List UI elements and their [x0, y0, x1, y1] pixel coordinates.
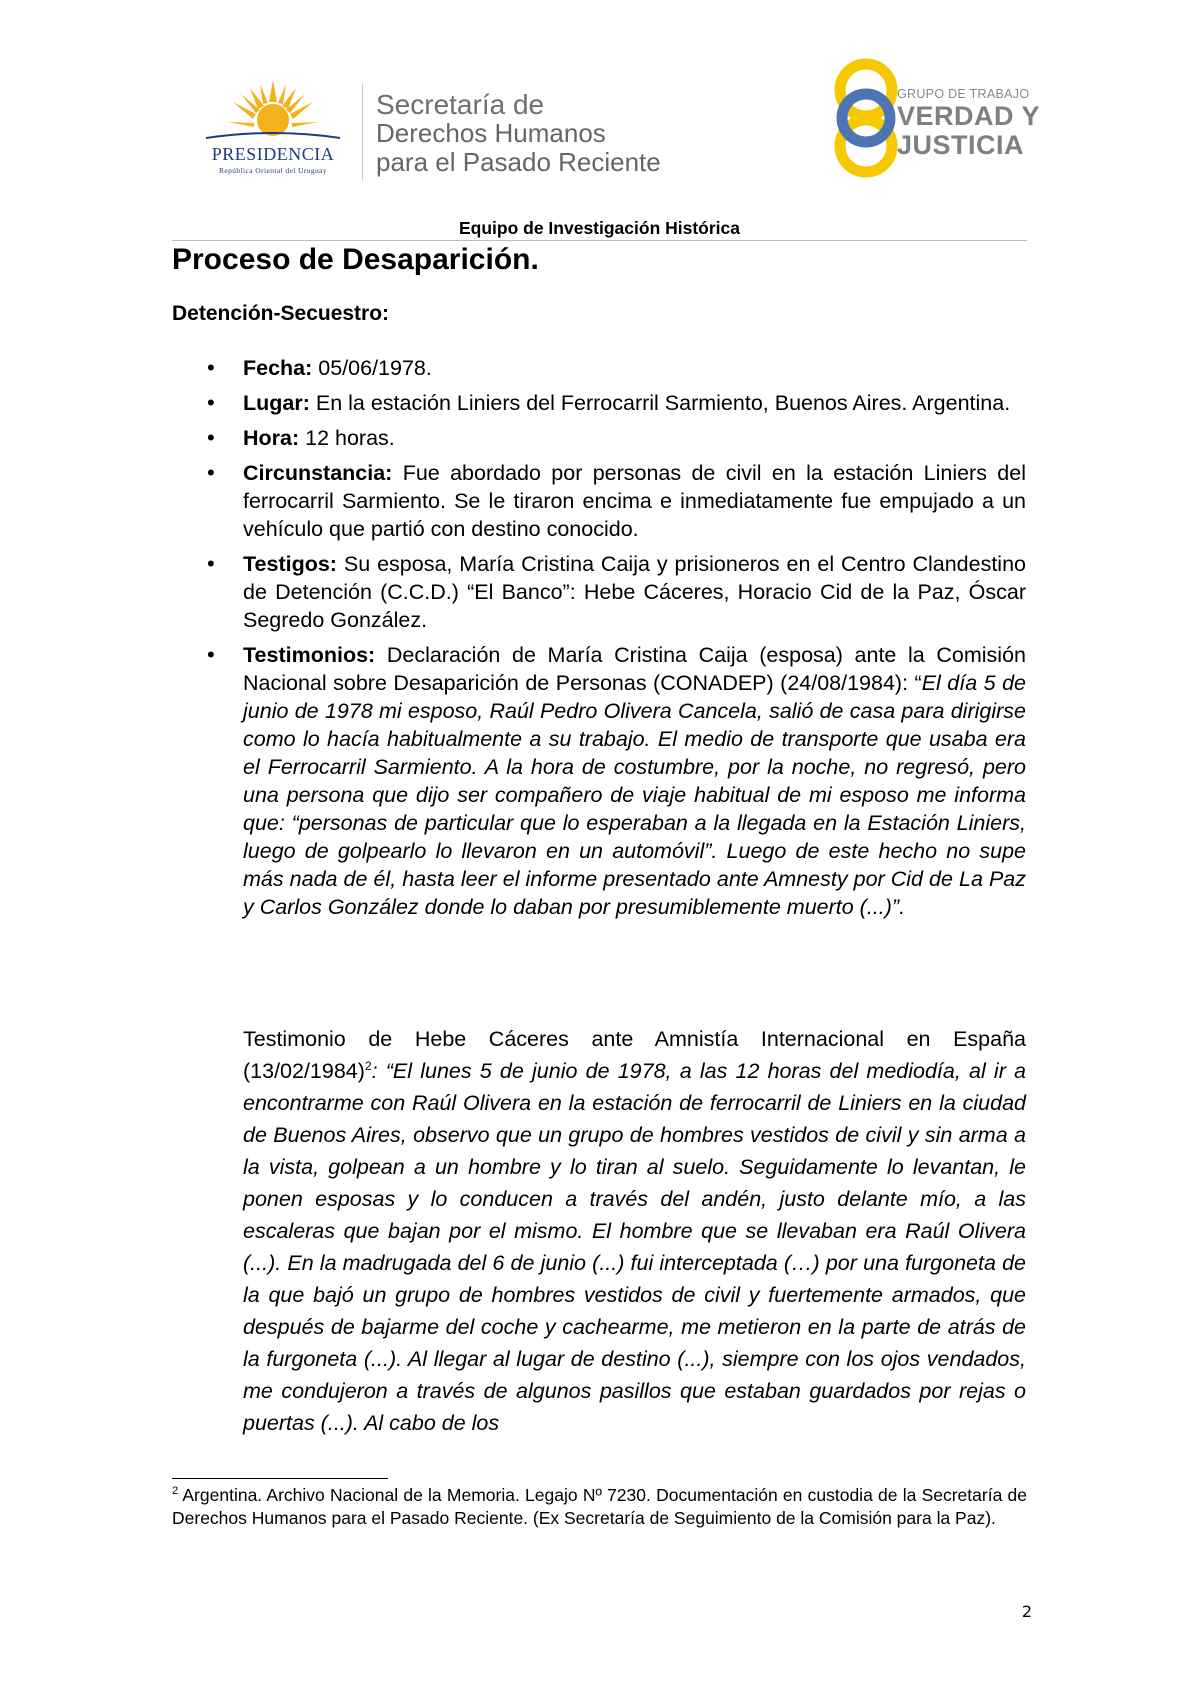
footnote-ref[interactable]: 2: [364, 1058, 372, 1073]
list-item: [207, 459, 1026, 543]
grupo-trabajo-logotype: [897, 88, 1040, 159]
item-label: Circunstancia:: [243, 461, 393, 485]
footnote-number: 2: [172, 1485, 179, 1498]
item-text: 05/06/1978.: [312, 356, 432, 380]
header-rule: [172, 240, 1027, 241]
bullet-icon: •: [207, 551, 215, 576]
bullet-icon: •: [207, 390, 215, 415]
grupo-line-3: JUSTICIA: [897, 129, 1025, 160]
grupo-line-1: GRUPO DE TRABAJO: [897, 87, 1030, 101]
bullet-icon: •: [207, 355, 215, 380]
header-divider: [362, 84, 363, 180]
item-text: En la estación Liniers del Ferrocarril Sarmiento, Buenos Aires. Argentina.: [309, 391, 1011, 415]
page-title: Proceso de Desaparición.: [172, 243, 539, 276]
page-number: 2: [1021, 1602, 1032, 1621]
item-label: Testigos:: [243, 552, 337, 576]
testimony-quote: : “El lunes 5 de junio de 1978, a las 12 horas del mediodía, al ir a encontrarme con Raúl Olivera en la estación de ferrocarril de Liniers en la ciudad de Buenos Aires, observo que un grupo de hombres vestidos de civil y sin arma a la vista, golpean a un hombre y lo tiran al suelo. Seguidamente lo levantan, le ponen esposas y lo conducen a través del andén, justo delante mío, a las escaleras que bajan por el mismo. El hombre que se llevaban era Raúl Olivera (...). En la madrugada del 6 de junio (...) fui interceptada (…) por una furgoneta de la que bajó un grupo de hombres vestidos de civil y fuertemente armados, que después de bajarme del coche y cachearme, me metieron en la parte de atrás de la furgoneta (...). Al llegar al lugar de destino (...), siempre con los ojos vendados, me condujeron a través de algunos pasillos que estaban guardados por rejas o puertas (...). Al cabo de los: [243, 1059, 1026, 1435]
secretaria-line-2: Derechos Humanos: [376, 118, 606, 148]
secretaria-logotype: [376, 90, 661, 177]
testimony-paragraph: [243, 1023, 1026, 1439]
sun-emblem-icon: [198, 78, 348, 148]
team-heading: Equipo de Investigación Histórica: [458, 218, 741, 238]
footnote-text: Argentina. Archivo Nacional de la Memoria. Legajo Nº 7230. Documentación en custodia de la Secretaría de Derechos Humanos para el Pasado Reciente. (Ex Secretaría de Seguimiento de la Comisión para la Paz).: [172, 1485, 1027, 1528]
grupo-line-2: VERDAD Y: [897, 100, 1041, 131]
item-label: Fecha:: [243, 356, 313, 380]
item-label: Lugar:: [243, 391, 310, 415]
secretaria-line-3: para el Pasado Reciente: [376, 147, 661, 177]
item-label: Hora:: [243, 426, 300, 450]
bullet-icon: •: [207, 425, 215, 450]
list-item: [207, 550, 1026, 634]
list-item: [207, 424, 1026, 452]
list-item: [207, 641, 1027, 921]
item-quote: El día 5 de junio de 1978 mi esposo, Raúl Pedro Olivera Cancela, salió de casa para dirigirse como lo hacía habitualmente a su trabajo. El medio de transporte que usaba era el Ferrocarril Sarmiento. A la hora de costumbre, por la noche, no regresó, pero una persona que dijo ser compañero de viaje habitual de mi esposo me informa que: “personas de particular que lo esperaban a la llegada en la Estación Liniers, luego de golpearlo lo llevaron en un automóvil”. Luego de este hecho no supe más nada de él, hasta leer el informe presentado ante Amnesty por Cid de La Paz y Carlos González donde lo daban por presumiblemente muerto (...)”.: [243, 671, 1027, 919]
footnote-rule: [172, 1478, 388, 1479]
list-item: [207, 389, 1026, 417]
page-header: [0, 0, 1190, 210]
item-text: 12 horas.: [299, 426, 395, 450]
presidencia-label: PRESIDENCIA: [211, 144, 335, 164]
item-text: Declaración de María Cristina Caija (esposa) ante la Comisión Nacional sobre Desaparición de Personas (CONADEP) (24/08/1984): “: [243, 643, 1026, 695]
facts-list: [207, 354, 1027, 928]
bullet-icon: •: [207, 460, 215, 485]
presidencia-subtitle: República Oriental del Uruguay: [218, 166, 327, 175]
item-label: Testimonios:: [243, 643, 376, 667]
section-subtitle: Detención-Secuestro:: [172, 302, 390, 325]
testimony-lead: Testimonio de Hebe Cáceres ante Amnistía Internacional en España (13/02/1984): [243, 1027, 1026, 1083]
list-item: [207, 354, 1026, 382]
bullet-icon: •: [207, 642, 215, 667]
item-text: Su esposa, María Cristina Caija y prisioneros en el Centro Clandestino de Detención (C.C.D.) “El Banco”: Hebe Cáceres, Horacio Cid de la Paz, Óscar Segredo González.: [243, 552, 1026, 632]
presidencia-logo: [198, 78, 348, 178]
footnote: [172, 1484, 1027, 1530]
item-text: Fue abordado por personas de civil en la estación Liniers del ferrocarril Sarmiento. Se le tiraron encima e inmediatamente fue empujado a un vehículo que partió con destino conocido.: [243, 461, 1026, 541]
secretaria-line-1: Secretaría de: [376, 89, 545, 120]
